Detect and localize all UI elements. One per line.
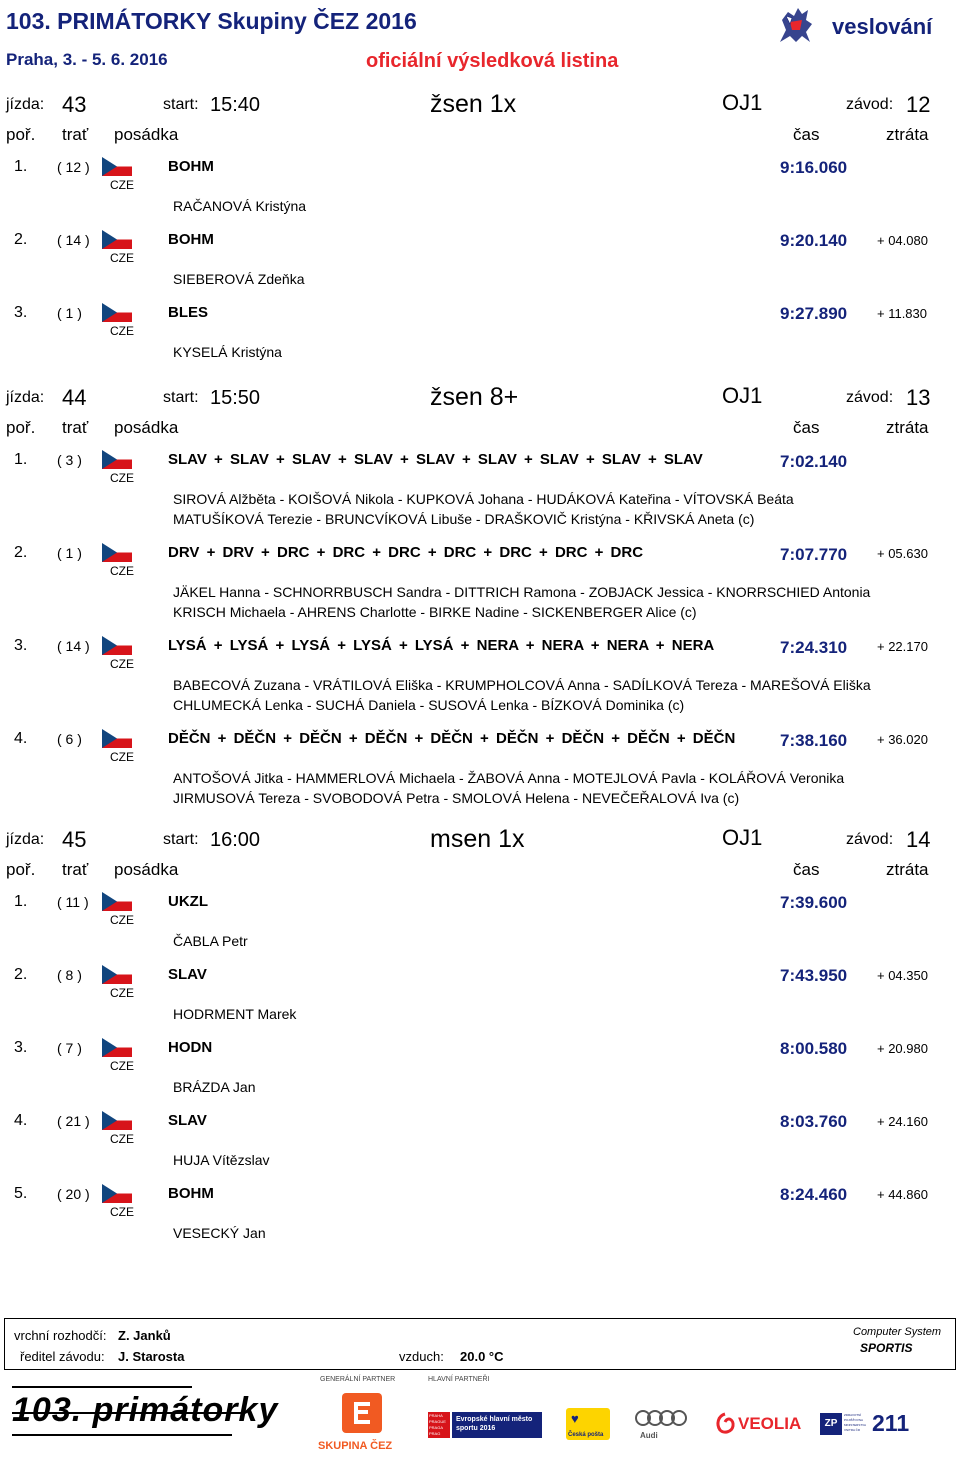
result-time: 8:00.580 xyxy=(780,1039,848,1058)
country-code: CZE xyxy=(110,471,134,485)
result-loss: + 24.160 xyxy=(877,1114,928,1129)
european-capital-sport-logo: Evropské hlavní město sportu 2016 xyxy=(452,1412,542,1438)
race-number: 13 xyxy=(906,385,931,410)
rower-names: KRISCH Michaela - AHRENS Charlotte - BIRKE Nadine - SICKENBERGER Alice (c) xyxy=(173,604,697,620)
heat-label: jízda: xyxy=(6,389,45,406)
rower-names: ČABLA Petr xyxy=(173,933,248,949)
czech-flag-icon xyxy=(102,303,132,322)
general-partner-label: GENERÁLNÍ PARTNER xyxy=(320,1376,396,1383)
column-loss-header: ztráta xyxy=(886,125,929,144)
result-lane: ( 7 ) xyxy=(57,1040,82,1056)
praha-logo: PRAHA PRAGUE PRAGA PRAG xyxy=(428,1412,450,1438)
race-director-name: J. Starosta xyxy=(118,1349,185,1364)
rower-names: HUJA Vítězslav xyxy=(173,1152,270,1168)
result-lane: ( 20 ) xyxy=(57,1186,90,1202)
result-loss: + 04.080 xyxy=(877,233,928,248)
zpmv-logo-text: ZDRAVOTNÍ POJIŠŤOVNA MINISTERSTVA VNITRA ČR xyxy=(844,1413,866,1432)
rower-names: VESECKÝ Jan xyxy=(173,1225,266,1241)
result-lane: ( 8 ) xyxy=(57,967,82,983)
czech-flag-icon xyxy=(102,1184,132,1203)
result-loss: + 20.980 xyxy=(877,1041,928,1056)
result-loss: + 04.350 xyxy=(877,968,928,983)
result-time: 9:20.140 xyxy=(780,231,848,250)
result-rank: 3. xyxy=(14,1039,28,1056)
crew-name: SLAV xyxy=(168,1112,207,1129)
result-rank: 3. xyxy=(14,637,28,654)
column-time-header: čas xyxy=(793,418,820,437)
rower-names: MATUŠÍKOVÁ Terezie - BRUNCVÍKOVÁ Libuše - DRAŠKOVIČ Kristýna - KŘIVSKÁ Aneta (c) xyxy=(173,511,755,527)
crew-name: DĚČN + DĚČN + DĚČN + DĚČN + DĚČN + DĚČN + DĚČN + DĚČN + DĚČN xyxy=(168,730,736,747)
czech-flag-icon xyxy=(102,965,132,984)
column-rank-header: poř. xyxy=(6,125,36,144)
result-time: 7:07.770 xyxy=(780,545,848,564)
race-number: 14 xyxy=(906,827,931,852)
post-horn-icon: ♥ xyxy=(571,1411,579,1426)
start-time: 16:00 xyxy=(210,829,261,851)
rower-names: SIROVÁ Alžběta - KOIŠOVÁ Nikola - KUPKOVÁ Johana - HUDÁKOVÁ Kateřina - VÍTOVSKÁ Beáta xyxy=(173,491,794,507)
result-time: 9:27.890 xyxy=(780,304,848,323)
country-code: CZE xyxy=(110,251,134,265)
race-category: msen 1x xyxy=(430,825,525,853)
crew-name: HODN xyxy=(168,1039,213,1056)
race-label: závod: xyxy=(846,389,894,406)
cez-logo-icon xyxy=(342,1393,382,1433)
rower-names: CHLUMECKÁ Lenka - SUCHÁ Daniela - SUSOVÁ Lenka - BÍZKOVÁ Dominika (c) xyxy=(173,697,685,713)
official-results-label: oficiální výsledková listina xyxy=(366,50,619,72)
event-title: 103. PRIMÁTORKY Skupiny ČEZ 2016 xyxy=(6,8,417,34)
heat-number: 45 xyxy=(62,827,87,852)
result-time: 7:43.950 xyxy=(780,966,848,985)
column-time-header: čas xyxy=(793,125,820,144)
heat-number: 44 xyxy=(62,385,87,410)
result-lane: ( 11 ) xyxy=(57,894,89,910)
sportis-logo: SPORTIS xyxy=(860,1341,913,1355)
result-lane: ( 14 ) xyxy=(57,638,90,654)
result-rank: 4. xyxy=(14,730,28,747)
column-time-header: čas xyxy=(793,860,820,879)
column-crew-header: posádka xyxy=(114,125,179,144)
result-lane: ( 21 ) xyxy=(57,1113,90,1129)
country-code: CZE xyxy=(110,1132,134,1146)
crew-name: BOHM xyxy=(168,1185,214,1202)
start-label: start: xyxy=(163,96,199,113)
race-class: OJ1 xyxy=(722,90,763,115)
primatorky-logo-text: 103. primátorky xyxy=(12,1391,279,1429)
ceska-posta-logo-text: Česká pošta xyxy=(568,1432,604,1438)
computer-system-label: Computer System xyxy=(853,1326,942,1338)
czech-flag-icon xyxy=(102,543,132,562)
crew-name: LYSÁ + LYSÁ + LYSÁ + LYSÁ + LYSÁ + NERA + NERA + NERA + NERA xyxy=(168,637,715,654)
veolia-swirl-icon xyxy=(714,1412,736,1436)
race-class: OJ1 xyxy=(722,825,763,850)
air-temperature-value: 20.0 °C xyxy=(460,1349,504,1364)
chief-judge-name: Z. Janků xyxy=(118,1328,171,1343)
result-rank: 4. xyxy=(14,1112,28,1129)
result-time: 8:03.760 xyxy=(780,1112,848,1131)
chief-judge-label: vrchní rozhodčí: xyxy=(14,1328,107,1343)
start-time: 15:40 xyxy=(210,94,261,116)
czech-lion-emblem-icon xyxy=(772,2,820,46)
crew-name: BOHM xyxy=(168,158,214,175)
crew-name: BLES xyxy=(168,304,209,321)
result-loss: + 22.170 xyxy=(877,639,928,654)
result-lane: ( 14 ) xyxy=(57,232,90,248)
rower-names: RAČANOVÁ Kristýna xyxy=(173,198,307,214)
column-crew-header: posádka xyxy=(114,860,179,879)
czech-flag-icon xyxy=(102,450,132,469)
zpmv-211-logo: 211 xyxy=(872,1410,910,1436)
column-lane-header: trať xyxy=(62,860,89,879)
event-dates: Praha, 3. - 5. 6. 2016 xyxy=(6,50,168,69)
heat-label: jízda: xyxy=(6,831,45,848)
crew-name: SLAV + SLAV + SLAV + SLAV + SLAV + SLAV + SLAV + SLAV + SLAV xyxy=(168,451,703,468)
result-rank: 2. xyxy=(14,544,28,561)
rower-names: SIEBEROVÁ Zdeňka xyxy=(173,271,305,287)
audi-logo-text: Audi xyxy=(640,1431,658,1440)
result-rank: 2. xyxy=(14,966,28,983)
result-time: 7:38.160 xyxy=(780,731,848,750)
column-loss-header: ztráta xyxy=(886,418,929,437)
rower-names: BRÁZDA Jan xyxy=(173,1079,256,1095)
result-loss: + 44.860 xyxy=(877,1187,928,1202)
heat-number: 43 xyxy=(62,92,87,117)
column-rank-header: poř. xyxy=(6,418,36,437)
primatorky-logo xyxy=(12,1382,302,1450)
country-code: CZE xyxy=(110,913,134,927)
country-code: CZE xyxy=(110,657,134,671)
sport-label: veslování xyxy=(832,14,933,39)
race-label: závod: xyxy=(846,831,894,848)
column-loss-header: ztráta xyxy=(886,860,929,879)
air-temperature-label: vzduch: xyxy=(399,1349,444,1364)
country-code: CZE xyxy=(110,564,134,578)
rower-names: ANTOŠOVÁ Jitka - HAMMERLOVÁ Michaela - ŽABOVÁ Anna - MOTEJLOVÁ Pavla - KOLÁŘOVÁ Veronika xyxy=(173,770,845,786)
country-code: CZE xyxy=(110,1205,134,1219)
crew-name: UKZL xyxy=(168,893,208,910)
result-lane: ( 6 ) xyxy=(57,731,82,747)
rower-names: JÄKEL Hanna - SCHNORRBUSCH Sandra - DITTRICH Ramona - ZOBJACK Jessica - KNORRSCHIED Antonia xyxy=(173,584,871,600)
ceska-posta-logo xyxy=(566,1408,610,1440)
veolia-logo: VEOLIA xyxy=(738,1414,802,1433)
czech-flag-icon xyxy=(102,1111,132,1130)
crew-name: SLAV xyxy=(168,966,207,983)
result-loss: + 11.830 xyxy=(877,306,928,321)
crew-name: DRV + DRV + DRC + DRC + DRC + DRC + DRC + DRC + DRC xyxy=(168,544,644,561)
column-lane-header: trať xyxy=(62,418,89,437)
result-loss: + 05.630 xyxy=(877,546,928,561)
czech-flag-icon xyxy=(102,892,132,911)
country-code: CZE xyxy=(110,324,134,338)
race-category: žsen 1x xyxy=(430,90,517,118)
race-director-label: ředitel závodu: xyxy=(20,1349,105,1364)
rower-names: JIRMUSOVÁ Tereza - SVOBODOVÁ Petra - SMOLOVÁ Helena - NEVEČEŘALOVÁ Iva (c) xyxy=(173,790,740,806)
result-time: 7:39.600 xyxy=(780,893,848,912)
czech-flag-icon xyxy=(102,157,132,176)
czech-flag-icon xyxy=(102,636,132,655)
start-label: start: xyxy=(163,831,199,848)
czech-flag-icon xyxy=(102,1038,132,1057)
result-lane: ( 1 ) xyxy=(57,545,82,561)
country-code: CZE xyxy=(110,986,134,1000)
result-rank: 1. xyxy=(14,451,28,468)
race-number: 12 xyxy=(906,92,931,117)
country-code: CZE xyxy=(110,1059,134,1073)
result-rank: 3. xyxy=(14,304,28,321)
zpmv-logo-icon: ZP xyxy=(820,1413,842,1435)
czech-flag-icon xyxy=(102,729,132,748)
heat-label: jízda: xyxy=(6,96,45,113)
rower-names: BABECOVÁ Zuzana - VRÁTILOVÁ Eliška - KRUMPHOLCOVÁ Anna - SADÍLKOVÁ Tereza - MAREŠOVÁ Eliška xyxy=(173,677,871,693)
rower-names: KYSELÁ Kristýna xyxy=(173,344,282,360)
race-label: závod: xyxy=(846,96,894,113)
start-label: start: xyxy=(163,389,199,406)
result-time: 8:24.460 xyxy=(780,1185,848,1204)
race-category: žsen 8+ xyxy=(430,383,519,411)
race-class: OJ1 xyxy=(722,383,763,408)
result-time: 9:16.060 xyxy=(780,158,848,177)
result-rank: 1. xyxy=(14,158,28,175)
column-rank-header: poř. xyxy=(6,860,36,879)
column-lane-header: trať xyxy=(62,125,89,144)
result-time: 7:24.310 xyxy=(780,638,848,657)
result-lane: ( 1 ) xyxy=(57,305,82,321)
start-time: 15:50 xyxy=(210,387,261,409)
result-time: 7:02.140 xyxy=(780,452,848,471)
country-code: CZE xyxy=(110,750,134,764)
main-partners-label: HLAVNÍ PARTNEŘI xyxy=(428,1376,490,1383)
result-rank: 5. xyxy=(14,1185,28,1202)
crew-name: BOHM xyxy=(168,231,214,248)
result-lane: ( 12 ) xyxy=(57,159,90,175)
column-crew-header: posádka xyxy=(114,418,179,437)
rower-names: HODRMENT Marek xyxy=(173,1006,297,1022)
audi-rings-icon xyxy=(634,1408,690,1428)
czech-flag-icon xyxy=(102,230,132,249)
result-rank: 2. xyxy=(14,231,28,248)
cez-logo-text: SKUPINA ČEZ xyxy=(318,1440,393,1452)
result-lane: ( 3 ) xyxy=(57,452,82,468)
country-code: CZE xyxy=(110,178,134,192)
result-rank: 1. xyxy=(14,893,28,910)
result-loss: + 36.020 xyxy=(877,732,928,747)
